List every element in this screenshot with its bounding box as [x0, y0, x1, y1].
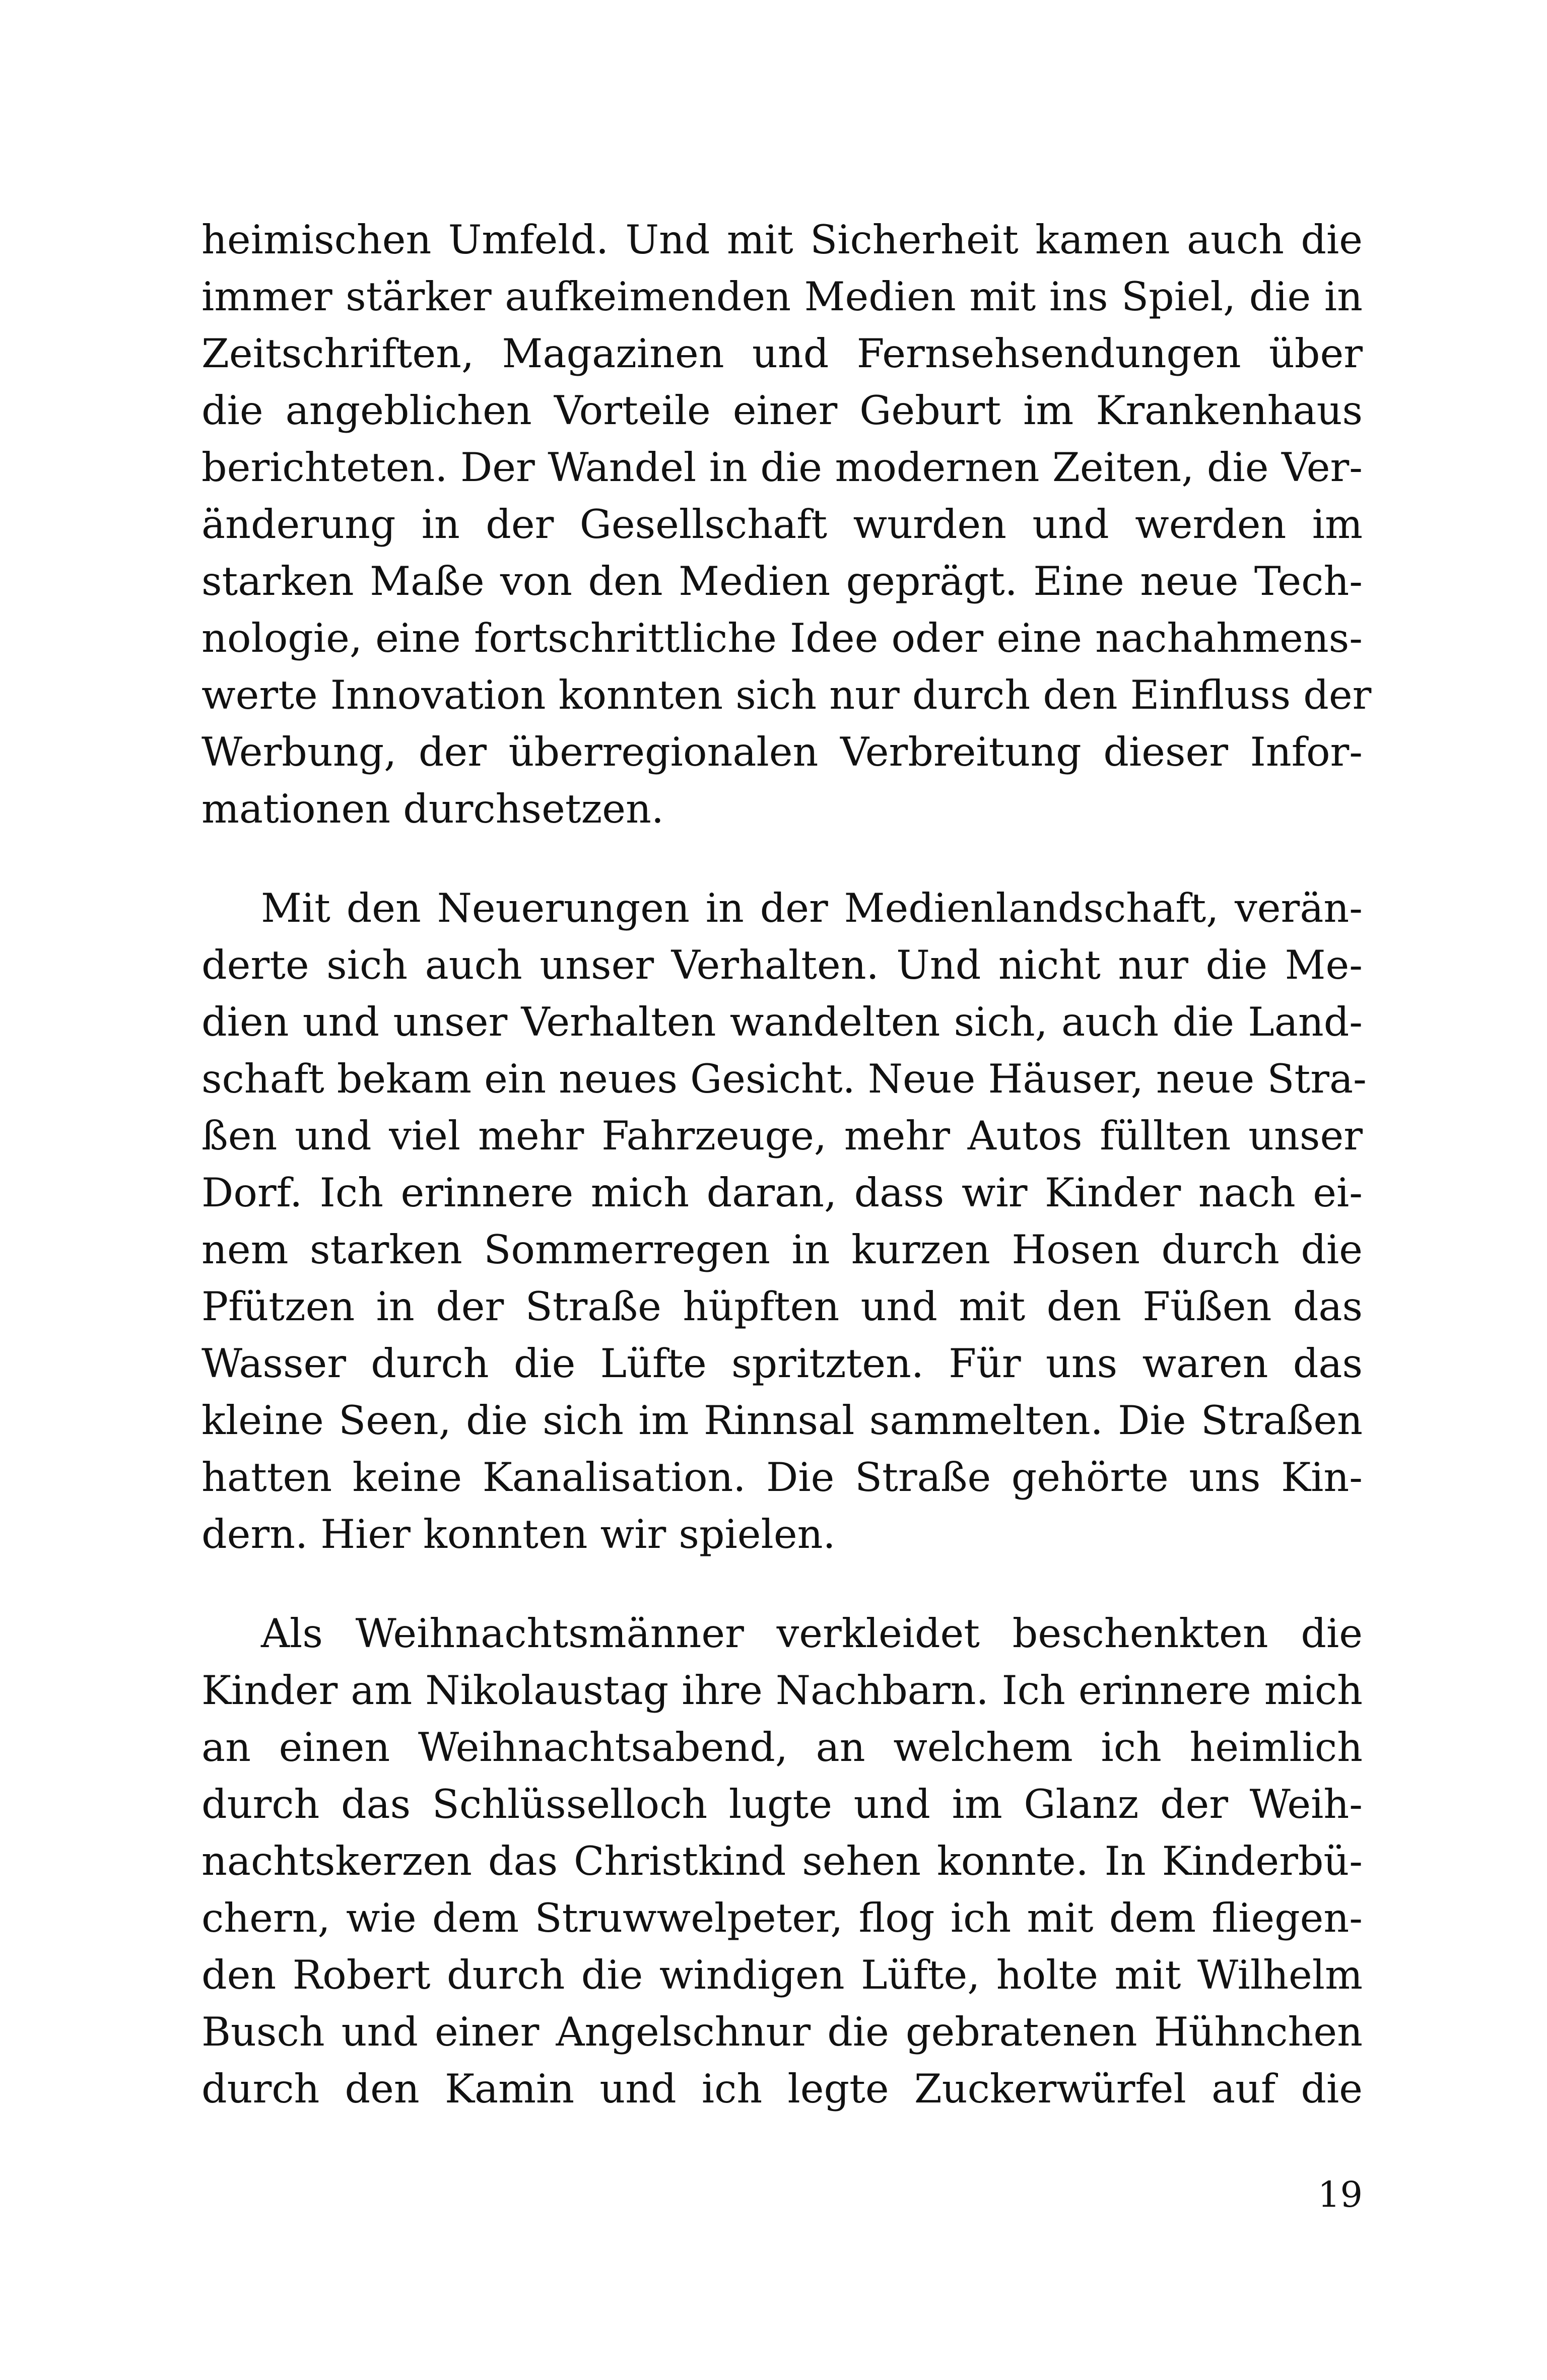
- text-line: Kinder am Nikolaustag ihre Nachbarn. Ich erinnere mich: [201, 1667, 1363, 1714]
- text-line: berichteten. Der Wandel in die modernen Zeiten, die Ver-: [201, 444, 1363, 491]
- text-line: Zeitschriften, Magazinen und Fernsehsendungen über: [201, 330, 1363, 377]
- text-line: änderung in der Gesellschaft wurden und werden im: [201, 501, 1363, 548]
- text-line: Dorf. Ich erinnere mich daran, dass wir Kinder nach ei-: [201, 1170, 1363, 1216]
- text-line: durch das Schlüsselloch lugte und im Glanz der Weih-: [201, 1781, 1363, 1827]
- text-line: an einen Weihnachtsabend, an welchem ich heimlich: [201, 1724, 1363, 1771]
- text-line: Als Weihnachtsmänner verkleidet beschenkten die: [261, 1610, 1363, 1657]
- text-line: nachtskerzen das Christkind sehen konnte. In Kinderbü-: [201, 1838, 1363, 1884]
- text-line: Busch und einer Angelschnur die gebratenen Hühnchen: [201, 2009, 1363, 2055]
- text-line: dern. Hier konnten wir spielen.: [201, 1511, 836, 1557]
- text-line: ßen und viel mehr Fahrzeuge, mehr Autos füllten unser: [201, 1113, 1363, 1159]
- text-line: durch den Kamin und ich legte Zuckerwürfel auf die: [201, 2066, 1363, 2112]
- text-line: chern, wie dem Struwwelpeter, flog ich mit dem fliegen-: [201, 1895, 1363, 1941]
- paragraph-1: [201, 212, 1372, 838]
- text-line: schaft bekam ein neues Gesicht. Neue Häuser, neue Stra-: [201, 1056, 1367, 1102]
- text-line: mationen durchsetzen.: [201, 786, 664, 832]
- text-line: den Robert durch die windigen Lüfte, holte mit Wilhelm: [201, 1952, 1363, 1998]
- text-line: heimischen Umfeld. Und mit Sicherheit kamen auch die: [201, 217, 1363, 263]
- text-line: Pfützen in der Straße hüpften und mit den Füßen das: [201, 1283, 1363, 1330]
- text-line: Wasser durch die Lüfte spritzten. Für uns waren das: [201, 1340, 1363, 1387]
- text-line: starken Maße von den Medien geprägt. Eine neue Tech-: [201, 558, 1363, 604]
- text-line: immer stärker aufkeimenden Medien mit ins Spiel, die in: [201, 274, 1363, 320]
- text-line: werte Innovation konnten sich nur durch den Einfluss der: [201, 672, 1372, 718]
- text-line: Mit den Neuerungen in der Medienlandschaft, verän-: [261, 885, 1363, 931]
- paragraph-2: [201, 880, 1367, 1563]
- text-line: dien und unser Verhalten wandelten sich, auch die Land-: [201, 999, 1363, 1045]
- text-line: nem starken Sommerregen in kurzen Hosen durch die: [201, 1227, 1363, 1273]
- text-line: hatten keine Kanalisation. Die Straße gehörte uns Kin-: [201, 1454, 1363, 1501]
- text-line: die angeblichen Vorteile einer Geburt im Krankenhaus: [201, 387, 1363, 434]
- paragraph-3: [201, 1605, 1363, 2118]
- text-line: kleine Seen, die sich im Rinnsal sammelten. Die Straßen: [201, 1397, 1363, 1444]
- text-line: Werbung, der überregionalen Verbreitung dieser Infor-: [201, 729, 1363, 775]
- body-text: [201, 212, 1372, 2118]
- text-line: derte sich auch unser Verhalten. Und nicht nur die Me-: [201, 942, 1363, 988]
- page-number: 19: [1317, 2174, 1363, 2215]
- text-line: nologie, eine fortschrittliche Idee oder eine nachahmens-: [201, 615, 1363, 661]
